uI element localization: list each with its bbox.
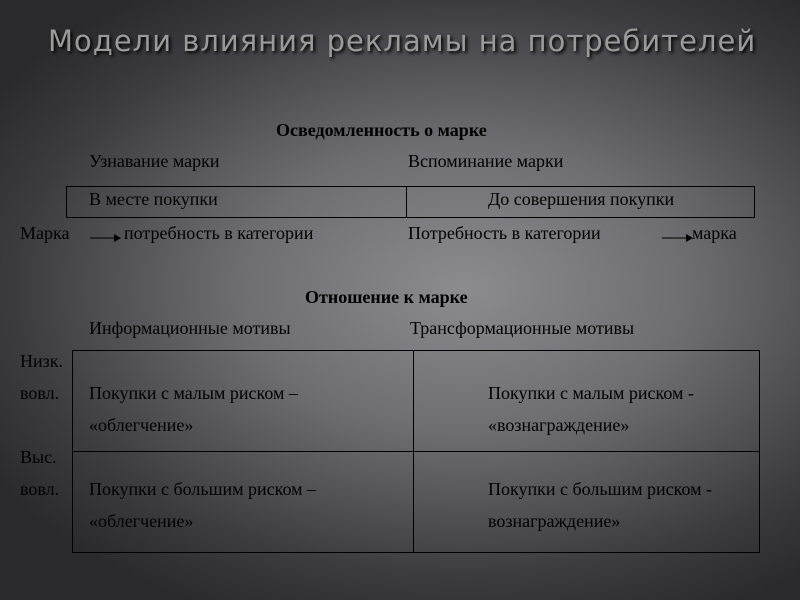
arrow-right-icon bbox=[88, 232, 122, 244]
attitude-table-hdivider bbox=[72, 451, 760, 452]
row-label-high-involvement-1: Выс. bbox=[20, 447, 57, 467]
cell-high-info-line1: Покупки с большим риском – bbox=[89, 479, 316, 499]
row-label-low-involvement-1: Низк. bbox=[20, 351, 63, 371]
cell-low-trans-line1: Покупки с малым риском - bbox=[488, 383, 694, 403]
awareness-heading: Осведомленность о марке bbox=[276, 120, 487, 140]
awareness-cell-point-of-purchase: В месте покупки bbox=[89, 189, 218, 209]
awareness-brand-word: Марка bbox=[20, 223, 70, 243]
cell-high-trans-line1: Покупки с большим риском - bbox=[488, 479, 712, 499]
attitude-col2-header: Трансформационные мотивы bbox=[410, 318, 635, 338]
awareness-col1-header: Узнавание марки bbox=[89, 151, 220, 171]
cell-low-info-line1: Покупки с малым риском – bbox=[89, 383, 298, 403]
row-label-low-involvement-2: вовл. bbox=[20, 383, 60, 403]
awareness-col2-header: Вспоминание марки bbox=[408, 151, 564, 171]
arrow-right-icon bbox=[660, 232, 694, 244]
attitude-col1-header: Информационные мотивы bbox=[89, 318, 291, 338]
row-label-high-involvement-2: вовл. bbox=[20, 479, 60, 499]
awareness-right-category-need: Потребность в категории bbox=[408, 223, 601, 243]
awareness-left-category-need: потребность в категории bbox=[124, 223, 314, 243]
cell-low-trans-line2: «вознаграждение» bbox=[488, 415, 630, 435]
cell-high-info-line2: «облегчение» bbox=[89, 511, 194, 531]
awareness-table-divider bbox=[406, 186, 407, 217]
cell-high-trans-line2: вознаграждение» bbox=[488, 511, 621, 531]
attitude-heading: Отношение к марке bbox=[305, 287, 468, 307]
slide-title: Модели влияния рекламы на потребителей bbox=[48, 24, 757, 58]
awareness-right-brand-word: марка bbox=[692, 223, 737, 243]
cell-low-info-line2: «облегчение» bbox=[89, 415, 194, 435]
awareness-cell-before-purchase: До совершения покупки bbox=[488, 189, 675, 209]
